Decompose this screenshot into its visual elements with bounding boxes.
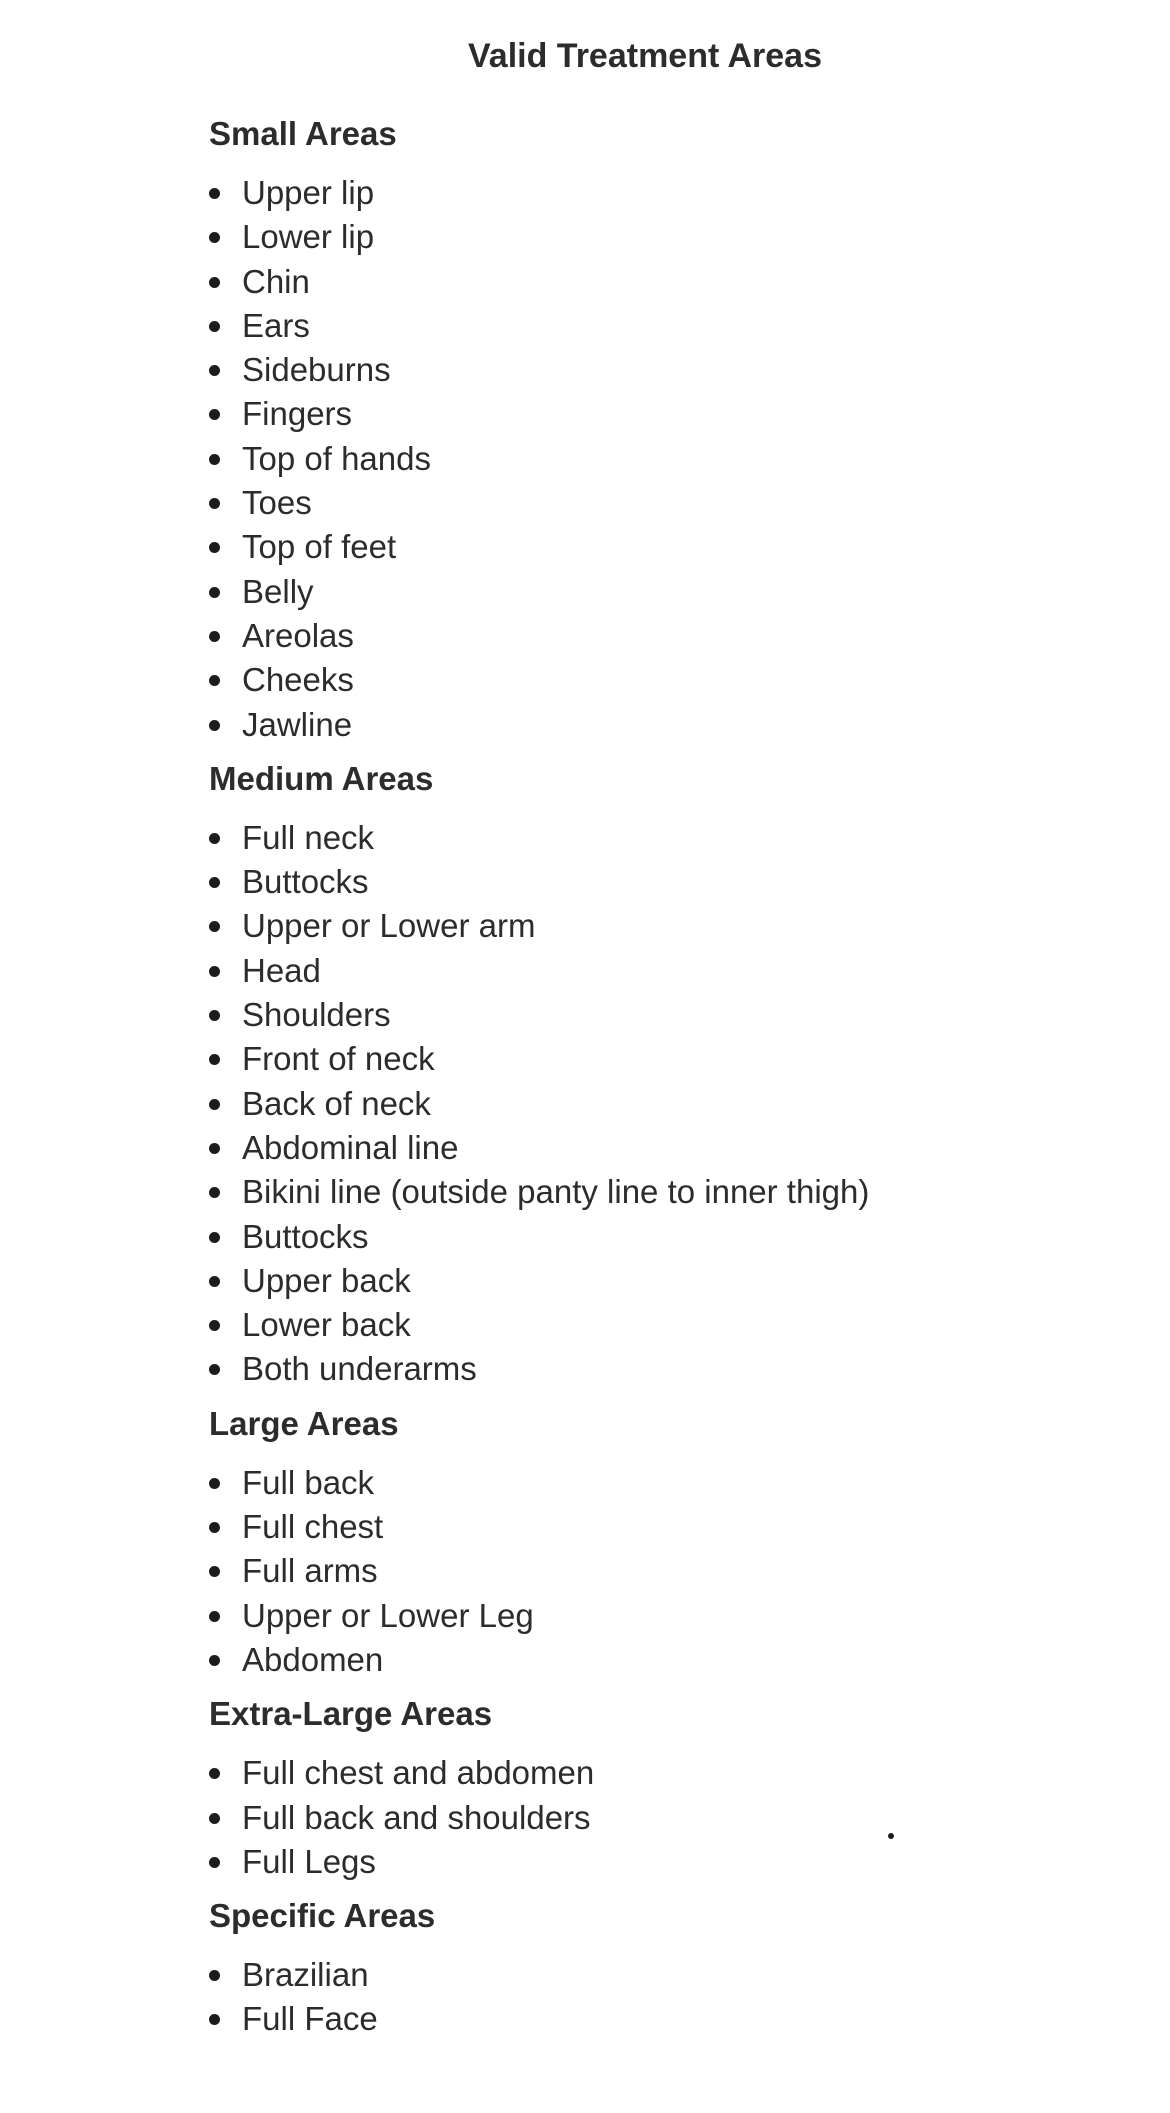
list-item [209,1347,1109,1391]
area-list [209,1461,1109,1682]
bullet-icon [209,409,220,420]
list-item [209,260,1109,304]
list-item-text: Areolas [242,616,354,654]
bullet-icon [209,321,220,332]
list-item-text: Ears [242,306,310,344]
list-item [209,658,1109,702]
section-large-areas [209,1402,1109,1682]
bullet-icon [209,1320,220,1331]
bullet-icon [209,1970,220,1981]
list-item [209,1303,1109,1347]
list-item-text: Sideburns [242,351,391,389]
section-heading: Extra-Large Areas [209,1695,493,1733]
list-item [209,949,1109,993]
bullet-icon [209,454,220,465]
list-item-text: Full neck [242,818,375,856]
section-medium-areas [209,757,1109,1392]
bullet-icon [209,1054,220,1065]
list-item-text: Top of hands [242,439,431,477]
list-item [209,993,1109,1037]
list-item-text: Full arms [242,1552,378,1590]
list-item-text: Front of neck [242,1040,435,1078]
area-list [209,1751,1109,1884]
list-item [209,1259,1109,1303]
list-item-text: Belly [242,572,314,610]
bullet-icon [209,675,220,686]
treatment-areas-content [209,112,1109,2052]
list-item-text: Head [242,951,321,989]
list-item [209,525,1109,569]
section-heading: Small Areas [209,115,397,152]
list-item [209,171,1109,215]
bullet-icon [209,631,220,642]
bullet-icon [209,921,220,932]
bullet-icon [209,1522,220,1533]
bullet-icon [209,966,220,977]
list-item [209,816,1109,860]
list-item [209,703,1109,747]
list-item-text: Full back [242,1463,375,1501]
bullet-icon [209,1768,220,1779]
section-extra-large-areas [209,1692,1109,1884]
section-specific-areas [209,1894,1109,2042]
list-item-text: Fingers [242,395,353,433]
list-item [209,1461,1109,1505]
list-item [209,481,1109,525]
list-item-text: Upper or Lower Leg [242,1596,534,1634]
bullet-icon [209,1364,220,1375]
list-item-text: Buttocks [242,863,369,901]
bullet-icon [209,1478,220,1489]
list-item [209,1126,1109,1170]
list-item-text: Cheeks [242,661,354,699]
bullet-icon [209,365,220,376]
list-item-text: Back of neck [242,1084,431,1122]
bullet-icon [209,498,220,509]
section-heading: Large Areas [209,1404,399,1442]
bullet-icon [209,1566,220,1577]
list-item [209,904,1109,948]
section-heading: Specific Areas [209,1897,436,1935]
bullet-icon [209,1655,220,1666]
area-list [209,171,1109,747]
list-item-text: Shoulders [242,996,391,1034]
list-item [209,1549,1109,1593]
bullet-icon [209,542,220,553]
list-item-text: Abdomen [242,1640,384,1678]
bullet-icon [209,2014,220,2025]
bullet-icon [209,232,220,243]
page-title: Valid Treatment Areas [467,37,822,75]
bullet-icon [209,1857,220,1868]
list-item-text: Full back and shoulders [242,1798,591,1836]
list-item [209,1170,1109,1214]
bullet-icon [209,1611,220,1622]
list-item-text: Upper or Lower arm [242,907,536,945]
list-item-text: Upper back [242,1261,411,1299]
list-item [209,1840,1109,1884]
list-item [209,614,1109,658]
bullet-icon [209,188,220,199]
list-item-text: Chin [242,262,310,300]
list-item [209,348,1109,392]
bullet-icon [209,877,220,888]
list-item [209,437,1109,481]
bullet-icon [209,1276,220,1287]
section-small-areas [209,112,1109,747]
stray-dot-icon [888,1833,894,1839]
bullet-icon [209,1813,220,1824]
list-item-text: Full chest and abdomen [242,1754,595,1792]
section-heading: Medium Areas [209,759,434,797]
bullet-icon [209,1010,220,1021]
list-item [209,1215,1109,1259]
bullet-icon [209,1187,220,1198]
list-item [209,1594,1109,1638]
list-item [209,1638,1109,1682]
list-item-text: Buttocks [242,1217,369,1255]
bullet-icon [209,1099,220,1110]
list-item-text: Jawline [242,705,353,743]
list-item-text: Top of feet [242,528,397,566]
bullet-icon [209,277,220,288]
list-item [209,304,1109,348]
list-item-text: Both underarms [242,1350,477,1388]
list-item [209,1505,1109,1549]
list-item-text: Lower lip [242,218,375,256]
list-item [209,1796,1109,1840]
list-item [209,392,1109,436]
list-item-text: Toes [242,484,312,522]
list-item [209,570,1109,614]
list-item-text: Abdominal line [242,1128,459,1166]
list-item [209,1082,1109,1126]
list-item [209,215,1109,259]
list-item-text: Full Face [242,2000,378,2038]
list-item-text: Upper lip [242,174,375,211]
bullet-icon [209,833,220,844]
list-item [209,860,1109,904]
bullet-icon [209,587,220,598]
list-item-text: Lower back [242,1306,411,1344]
bullet-icon [209,720,220,731]
list-item [209,1953,1109,1997]
area-list [209,816,1109,1392]
area-list [209,1953,1109,2042]
list-item-text: Bikini line (outside panty line to inner thigh) [242,1173,870,1211]
list-item-text: Full Legs [242,1842,376,1880]
bullet-icon [209,1143,220,1154]
list-item-text: Full chest [242,1508,384,1546]
bullet-icon [209,1232,220,1243]
list-item [209,1037,1109,1081]
list-item [209,1997,1109,2041]
list-item [209,1751,1109,1795]
list-item-text: Brazilian [242,1956,369,1994]
